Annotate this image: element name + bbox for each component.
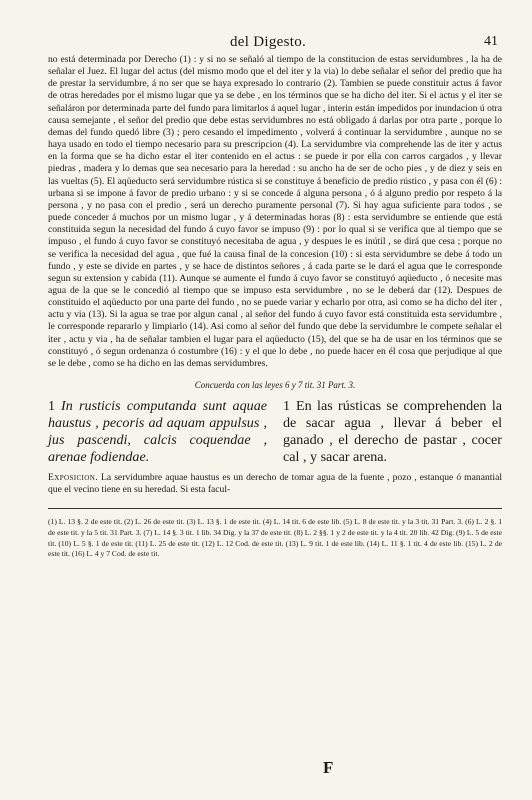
footnote-divider [48, 508, 502, 509]
exposicion-label: Exposicion. [48, 472, 98, 484]
exposicion-paragraph [48, 472, 502, 496]
running-head [48, 26, 502, 50]
body-paragraph: no está determinada por Derecho (1) : y si no se señaló al tiempo de la constitucion de estas servidumbres , la ha de señalar el Juez. El lugar del actus (del mismo modo que el del iter y la via) lo debe señalar el señor del predio que ha de prestar la servidumbre, á no ser que se haya expresado lo contrario (2). Tambien se puede constituir actus á favor de otras heredades por el mismo lugar que ya se debe , en los términos que se ha dicho del iter. Si el actus y el iter se señaláron por determinada parte del fundo para limitarlos á aquel lugar , interin están impedidos por inundacion ú otra causa semejante , el señor del predio que debe estas servidumbres no está obligado á darlas por otra parte , porque lo demas del fundo quedó libre (3) ; pero cesando el impedimento , volverá á continuar la servidumbre , aunque no se haya usado en todo el tiempo necesario para su prescripcion (4). La servidumbre via comprehende las de iter y actus en la forma que se ha dicho estar el iter contenido en el actus : se puede ir por ella con carros cargados , y llevar piedras , madera y lo demas que sea necesario para la heredad : su ancho ha de ser de ocho pies , y de diez y seis en las vueltas (5). El aqüeducto será servidumbre rústica si se constituye á beneficio de predio rústico , y pasa con él (6) : urbana si se impone á favor de predio urbano : y si se concede á alguna persona , ó á alguno predio por respeto á la persona , y no pasa con el predio , será un derecho puramente personal (7). Si hay agua suficiente para todos , se puede conceder á muchos por un mismo lugar , y á determinadas horas (8) : esta servidumbre se entiende que está constituida segun la necesidad del fundo á cuyo favor se impuso (9) : por lo qual si se verifica que al tiempo que se impuso , el fundo á cuyo favor se constituyó necesitaba de agua , y despues le es inútil , se dirá que cesa ; porque no se verifica la necesidad del agua , que fué la causa final de la concesion (10) : si esta servidumbre se debe á todo un fundo , y este se divide en partes , y se hace de distintos señores , á cada parte se le dará el agua que le corresponde segun su extension y cabida (11). Aunque se aumente el fundo á cuyo favor se constituyó aqüeducto , ó necesite mas agua de la que se le concedió al tiempo que se impuso esta servidumbre , no se le deberá dar (12). Despues de constituido el aqüeducto por una parte del fundo , no se puede variar y echarlo por otra, asi como se ha dicho del iter , actu y via (13). Si la agua se trae por algun canal , al señor del fundo á cuyo favor está constituida esta servidumbre , le corresponde repararlo y limpiarlo (14). Asi como al señor del fundo que debe la servidumbre le compete señalar el iter , actu y via , ha de señalar tambien el lugar para el aqüeducto (15), del que se ha de usar en los términos que se constituyó , ó segun ordenanza ó costumbre (16) : y el que lo debe , no puede hacer en él cosa que perjudique al que se le debe , como se ha dicho en las demas servidumbres. [48, 54, 502, 369]
exposicion-text: La servidumbre aquae haustus es un derecho de tomar agua de la fuente , pozo , estanque ó manantial que el vecino tiene en su heredad. Si esta facul- [48, 472, 502, 496]
spanish-column [283, 398, 502, 466]
page-number: 41 [484, 34, 498, 49]
latin-column [48, 398, 267, 466]
running-title: del Digesto. [230, 34, 307, 50]
concordance-note: Concuerda con las leyes 6 y 7 tit. 31 Part. 3. [194, 380, 356, 391]
parallel-text [48, 398, 502, 466]
signature-mark: F [323, 758, 334, 777]
latin-verse-number: 1 [48, 398, 56, 415]
spanish-verse-number: 1 [283, 398, 291, 415]
latin-text: In rusticis computanda sunt aquae haustus , pecoris ad aquam appulsus , jus pascendi, calcis coquendae , arenae fodiendae. [48, 398, 267, 466]
spanish-text: En las rústicas se comprehenden la de sacar agua , llevar á beber el ganado , el derecho de pastar , cocer cal , y sacar arena. [283, 398, 502, 466]
footnotes: (1) L. 13 §. 2 de este tit. (2) L. 26 de este tit. (3) L. 13 §. 1 de este tit. (4) L. 14 tit. 6 de este lib. (5) L. 8 de este tit. y la 3 tit. 31 Part. 3. (6) L. 2 §. 1 de este tit. y la 5 tit. 31 Part. 3. (7) L. 14 §. 3 tit. 1 lib. 34 Dig. y la 37 de este tit. (8) L. 2 §§. 1 y 2 de este tit. y la 4 tit. 20 lib. 42 Dig. (9) L. 5 de este tit. (10) L. 5 §. 1 de este tit. (11) L. 25 de este tit. (12) L. 12 Cod. de este tit. (13) L. 9 tit. 1 de este lib. (14) L. 11 §. 1 tit. 4 de este lib. (15) L. 2 de este tit. (16) L. 4 y 7 Cod. de este tit. [48, 517, 502, 559]
